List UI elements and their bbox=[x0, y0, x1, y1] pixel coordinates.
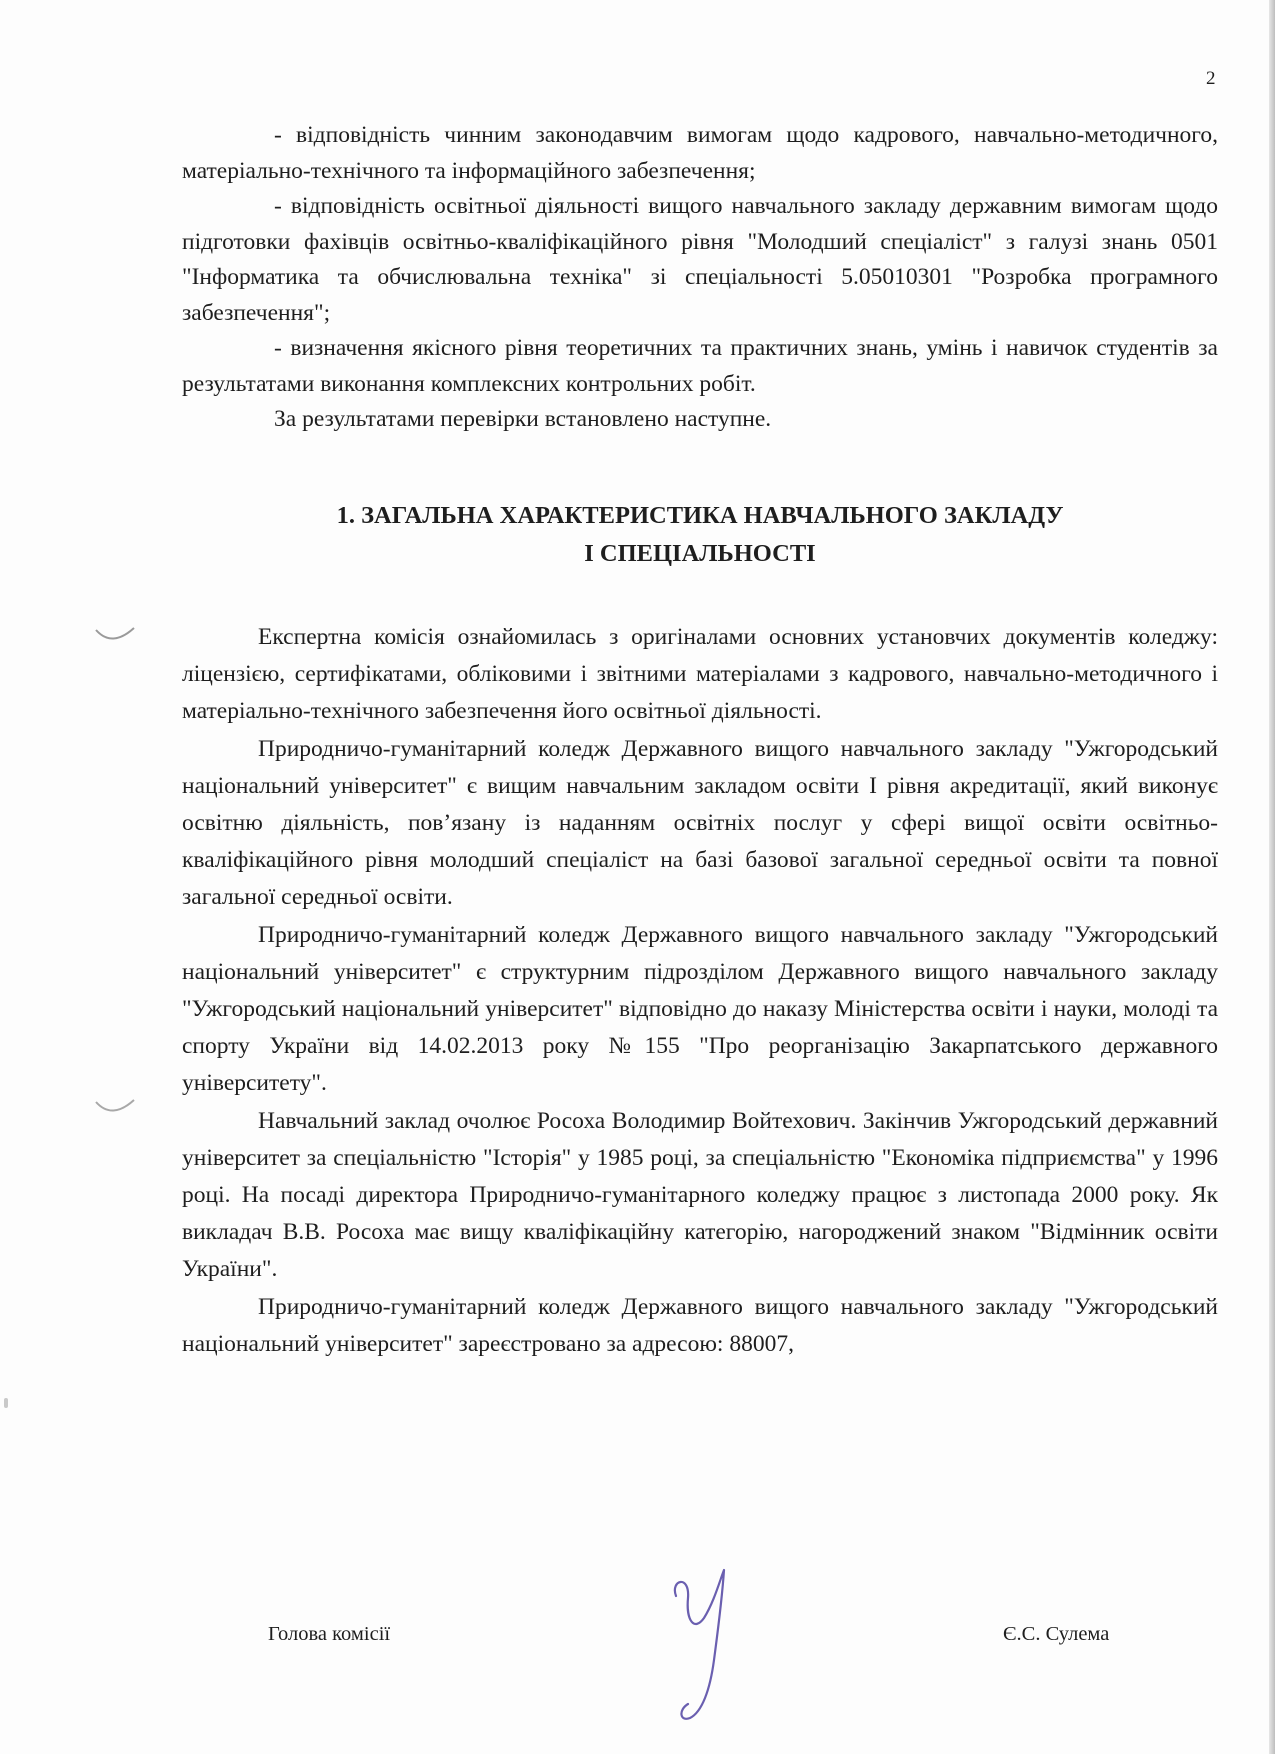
punch-hole-mark bbox=[94, 1098, 136, 1118]
footer-name: Є.С. Сулема bbox=[1003, 1623, 1110, 1645]
page-number: 2 bbox=[1206, 68, 1216, 89]
intro-paragraph-4: За результатами перевірки встановлено наступне. bbox=[274, 406, 772, 432]
intro-paragraph-1: - відповідність чинним законодавчим вимогам щодо кадрового, навчально-методичного, матеріально-технічного та інформаційного забезпечення; bbox=[182, 122, 1218, 184]
section-paragraph-2: Природничо-гуманітарний коледж Державного вищого навчального закладу "Ужгородський національний університет" є вищим навчальним закладом освіти І рівня акредитації, який виконує освітню діяльність, пов’язану із наданням освітніх послуг у сфері вищої освіти освітньо-кваліфікаційного рівня молодший спеціаліст на базі базової загальної середньої освіти та повної загальної середньої освіти. bbox=[182, 735, 1218, 911]
section-paragraph-5: Природничо-гуманітарний коледж Державного вищого навчального закладу "Ужгородський національний університет" зареєстровано за адресою: 88007, bbox=[182, 1293, 1218, 1357]
intro-text bbox=[182, 118, 1218, 438]
section-paragraph-1: Експертна комісія ознайомилась з оригіналами основних установчих документів коледжу: ліцензією, сертифікатами, обліковими і звітними матеріалами з кадрового, навчально-методичного і матеріально-технічного забезпечення його освітньої діяльності. bbox=[182, 624, 1218, 725]
intro-paragraph-2: - відповідність освітньої діяльності вищого навчального закладу державним вимогам щодо підготовки фахівців освітньо-кваліфікаційного рівня "Молодший спеціаліст" з галузі знань 0501 "Інформатика та обчислювальна техніка" зі спеціальності 5.05010301 "Розробка програмного забезпечення"; bbox=[182, 193, 1218, 326]
scan-speck bbox=[4, 1398, 8, 1408]
section-heading-line-1: 1. ЗАГАЛЬНА ХАРАКТЕРИСТИКА НАВЧАЛЬНОГО ЗАКЛАДУ bbox=[336, 502, 1064, 529]
intro-paragraph-3: - визначення якісного рівня теоретичних та практичних знань, умінь і навичок студентів за результатами виконання комплексних контрольних робіт. bbox=[182, 335, 1218, 397]
page-edge-shadow bbox=[1269, 0, 1275, 1754]
section-paragraph-4: Навчальний заклад очолює Росоха Володимир Войтехович. Закінчив Ужгородський державний університет за спеціальністю "Історія" у 1985 році, за спеціальністю "Економіка підприємства" у 1996 році. На посаді директора Природничо-гуманітарного коледжу працює з листопада 2000 року. Як викладач В.В. Росоха має вищу кваліфікаційну категорію, нагороджений знаком "Відмінник освіти України". bbox=[182, 1107, 1218, 1283]
section-heading bbox=[182, 497, 1218, 573]
footer-role: Голова комісії bbox=[268, 1623, 391, 1645]
section-heading-line-2: І СПЕЦІАЛЬНОСТІ bbox=[584, 540, 816, 567]
section-paragraph-3: Природничо-гуманітарний коледж Державного вищого навчального закладу "Ужгородський національний університет" є структурним підрозділом Державного вищого навчального закладу "Ужгородський національний університет" відповідно до наказу Міністерства освіти і науки, молоді та спорту України від 14.02.2013 року №155 "Про реорганізацію Закарпатського державного університету". bbox=[182, 921, 1218, 1097]
section-text bbox=[182, 619, 1218, 1363]
signature-image bbox=[668, 1540, 742, 1730]
punch-hole-mark bbox=[94, 626, 136, 646]
